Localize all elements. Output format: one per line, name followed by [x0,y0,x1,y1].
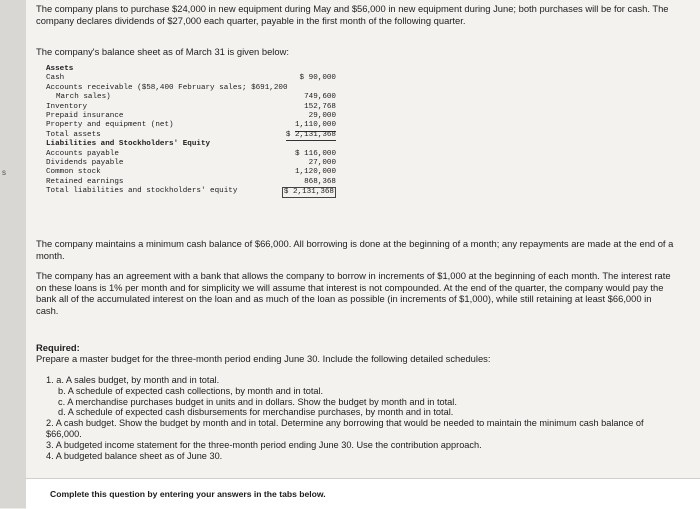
cash-value: $ 90,000 [299,74,336,83]
ppe-label: Property and equipment (net) [46,121,174,130]
cash-label: Cash [46,74,65,83]
schedule-list [46,375,676,461]
list-item: 4. A budgeted balance sheet as of June 30. [46,450,223,461]
balance-sheet-title: The company's balance sheet as of March 31 is given below: [36,46,289,57]
ap-value: $ 116,000 [294,149,336,158]
dividends-value: 27,000 [308,158,336,167]
list-item: b. A schedule of expected cash collections, by month and in total. [58,385,324,396]
dividends-label: Dividends payable [46,158,124,167]
left-margin [0,0,26,508]
footer-prompt: Complete this question by entering your answers in the tabs below. [50,489,326,499]
list-item: d. A schedule of expected cash disbursements for merchandise purchases, by month and in total. [58,407,454,418]
ar-label: Accounts receivable ($58,400 February sales; $691,200 [46,83,288,92]
retained-earnings-value: 868,368 [304,178,336,188]
answer-tabs-bar [26,478,700,509]
assets-heading: Assets [46,65,74,73]
required-heading: Required: [36,342,80,353]
intro-paragraph: The company plans to purchase $24,000 in new equipment during May and $56,000 in new equipment during June; both purchases will be for cash. The company declares dividends of $27,000 each quarter, payable in the first month of the following quarter. [36,3,669,26]
inventory-label: Inventory [46,102,88,111]
common-stock-label: Common stock [46,168,101,177]
ppe-value: 1,110,000 [295,121,336,131]
bank-paragraph: The company has an agreement with a bank that allows the company to borrow in increments of $1,000 at the beginning of each month. The interest rate on these loans is 1% per month and for simplicity we will assume that interest is not compounded. At the end of the quarter, the company would pay the bank all of the accumulated interest on the loan and as much of the loan as possible (in increments of $1,000), while still retaining at least $66,000 in cash. [36,270,671,316]
liabilities-heading: Liabilities and Stockholders' Equity [46,140,211,149]
question-panel [26,0,700,508]
min-cash-paragraph: The company maintains a minimum cash balance of $66,000. All borrowing is done at the beginning of a month; any repayments are made at the end of a month. [36,238,674,261]
retained-earnings-label: Retained earnings [46,177,124,186]
list-item: c. A merchandise purchases budget in units and in dollars. Show the budget by month and in total. [58,396,457,407]
prepaid-value: 29,000 [308,111,336,120]
list-item: 2. A cash budget. Show the budget by month and in total. Determine any borrowing that would be needed to maintain the minimum cash balance of $66,000. [46,418,644,439]
ar-value: 749,600 [304,93,336,102]
ap-label: Accounts payable [46,149,119,158]
total-le-value: $ 2,131,368 [282,187,336,198]
margin-marker: s [2,168,6,177]
ar-label-cont: March sales) [56,93,111,102]
total-assets-value: $ 2,131,368 [286,131,336,141]
list-item: 1. a. A sales budget, by month and in total. [46,375,220,385]
total-assets-label: Total assets [46,130,101,139]
balance-sheet [46,65,336,196]
list-item: 3. A budgeted income statement for the three-month period ending June 30. Use the contribution approach. [46,439,482,450]
common-stock-value: 1,120,000 [294,168,336,177]
total-le-label: Total liabilities and stockholders' equity [46,187,238,196]
inventory-value: 152,768 [304,102,336,111]
required-text: Prepare a master budget for the three-month period ending June 30. Include the following detailed schedules: [36,353,491,364]
prepaid-label: Prepaid insurance [46,111,124,120]
